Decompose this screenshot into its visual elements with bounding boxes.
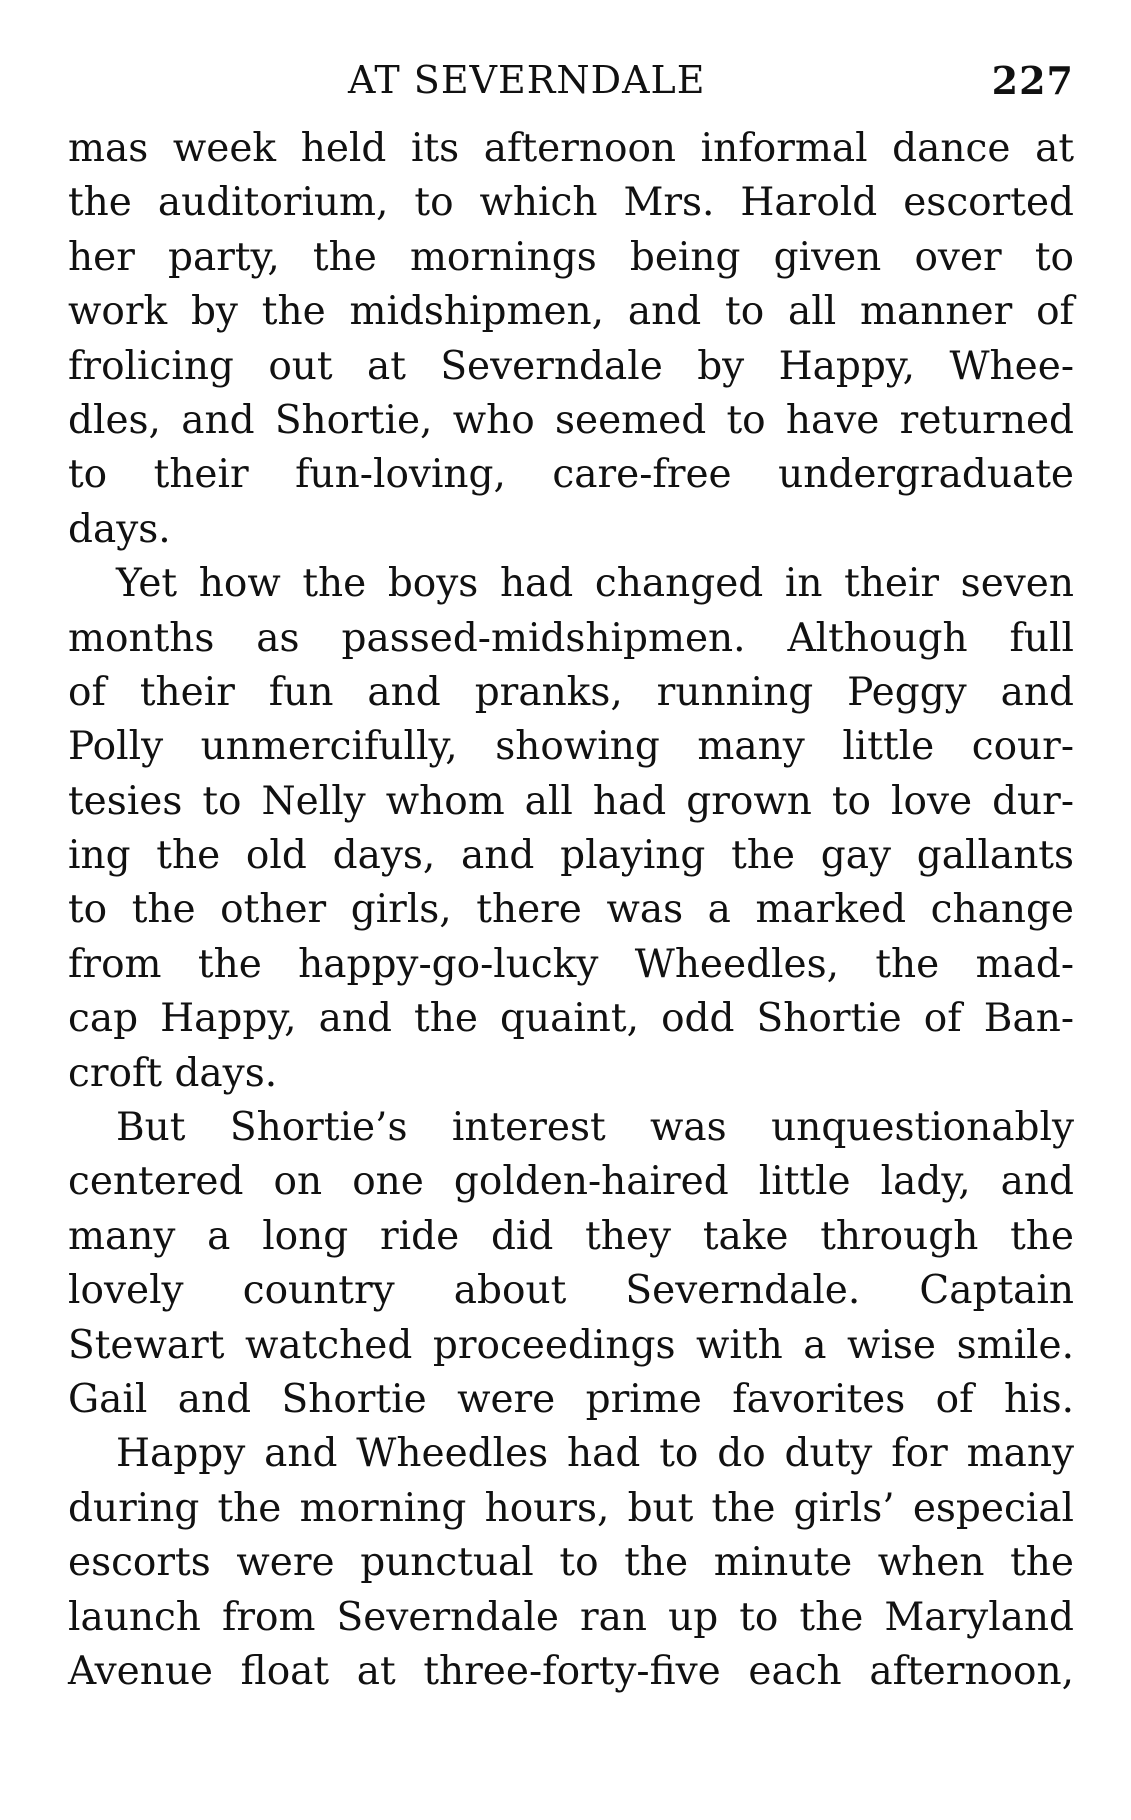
text-line: months as passed-midshipmen. Although full — [68, 615, 1074, 661]
text-line: Happy and Wheedles had to do duty for many — [116, 1431, 1074, 1477]
paragraph — [68, 122, 1074, 557]
running-head — [68, 58, 1074, 118]
text-line: dles, and Shortie, who seemed to have returned — [68, 397, 1074, 443]
text-line: ing the old days, and playing the gay gallants — [68, 833, 1074, 879]
running-title: AT SEVERNDALE — [348, 58, 706, 102]
text-line: Gail and Shortie were prime favorites of his. — [68, 1376, 1074, 1422]
text-line: Polly unmercifully, showing many little cour- — [68, 724, 1074, 770]
text-line: Yet how the boys had changed in their seven — [116, 561, 1074, 607]
text-line: tesies to Nelly whom all had grown to love dur- — [68, 778, 1074, 824]
text-line: the auditorium, to which Mrs. Harold escorted — [68, 180, 1074, 226]
text-line: Stewart watched proceedings with a wise smile. — [68, 1322, 1074, 1368]
text-line: frolicing out at Severndale by Happy, Whee- — [68, 343, 1074, 389]
book-page — [68, 58, 1074, 1699]
paragraph — [68, 1101, 1074, 1427]
text-line: of their fun and pranks, running Peggy and — [68, 669, 1074, 715]
text-line: her party, the mornings being given over to — [68, 234, 1074, 280]
text-line: But Shortie’s interest was unquestionably — [116, 1105, 1074, 1151]
text-line: work by the midshipmen, and to all manner of — [68, 289, 1074, 335]
body-text — [68, 122, 1074, 1699]
text-line: days. — [68, 506, 171, 552]
text-line: centered on one golden-haired little lady, and — [68, 1159, 1074, 1205]
page-number: 227 — [991, 58, 1074, 103]
text-line: to their fun-loving, care-free undergraduate — [68, 452, 1074, 498]
text-line: escorts were punctual to the minute when the — [68, 1540, 1074, 1586]
text-line: Avenue float at three-forty-five each afternoon, — [68, 1648, 1074, 1694]
paragraph — [68, 1427, 1074, 1699]
text-line: many a long ride did they take through the — [68, 1213, 1074, 1259]
text-line: mas week held its afternoon informal dance at — [68, 126, 1074, 171]
text-line: lovely country about Severndale. Captain — [68, 1268, 1074, 1314]
paragraph — [68, 557, 1074, 1101]
text-line: during the morning hours, but the girls’ especial — [68, 1485, 1074, 1531]
text-line: launch from Severndale ran up to the Maryland — [68, 1594, 1074, 1640]
text-line: from the happy-go-lucky Wheedles, the mad- — [68, 941, 1074, 987]
text-line: cap Happy, and the quaint, odd Shortie of Ban- — [68, 996, 1074, 1042]
text-line: croft days. — [68, 1050, 278, 1096]
text-line: to the other girls, there was a marked change — [68, 887, 1074, 933]
